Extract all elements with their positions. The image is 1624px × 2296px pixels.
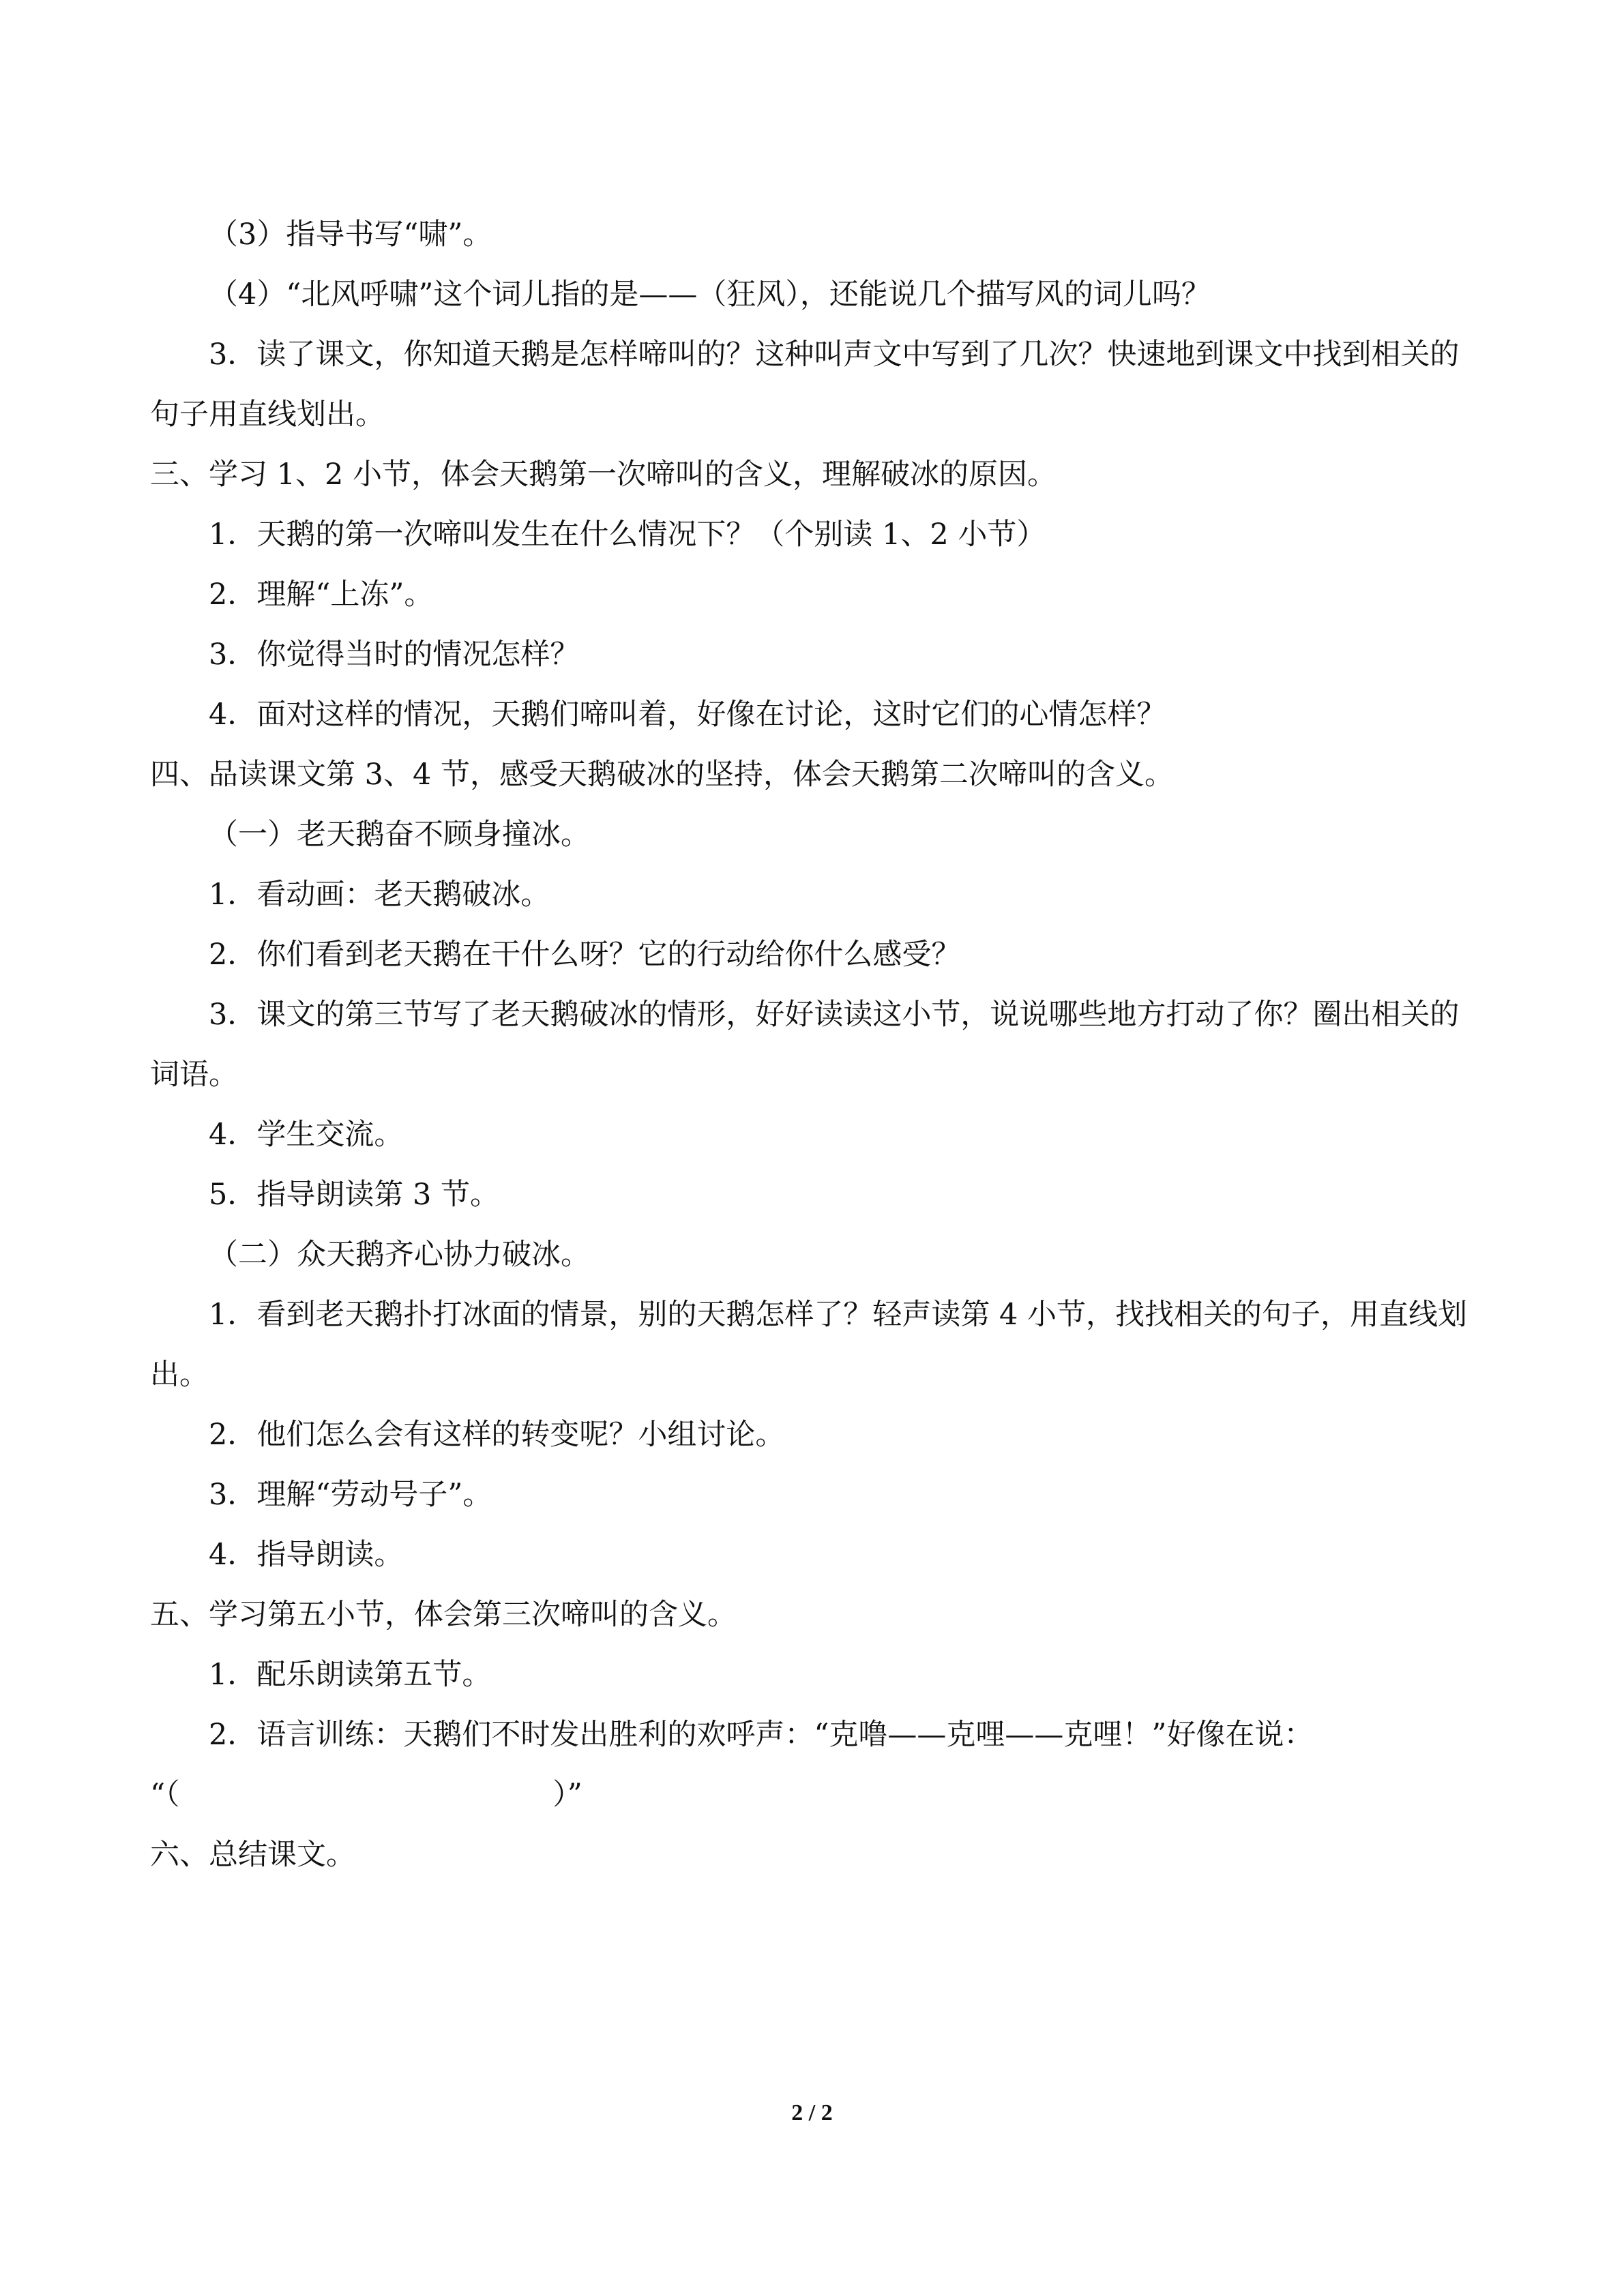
text-line: 3．你觉得当时的情况怎样？ bbox=[209, 638, 580, 672]
text-paragraph: 3．读了课文，你知道天鹅是怎样啼叫的？这种叫声文中写到了几次？快速地到课文中找到相关的句子用直线划出。 bbox=[150, 338, 1460, 432]
section-heading: 四、品读课文第 3、4 节，感受天鹅破冰的坚持，体会天鹅第二次啼叫的含义。 bbox=[150, 758, 1175, 792]
text-line: 5．指导朗读第 3 节。 bbox=[209, 1178, 500, 1212]
text-line: 1．配乐朗读第五节。 bbox=[209, 1658, 492, 1692]
text-line: 1．看动画：老天鹅破冰。 bbox=[209, 878, 550, 912]
text-line: 2．你们看到老天鹅在干什么呀？它的行动给你什么感受？ bbox=[209, 938, 961, 972]
text-line: 3．理解“劳动号子”。 bbox=[209, 1478, 492, 1512]
section-heading: 五、学习第五小节，体会第三次啼叫的含义。 bbox=[150, 1598, 737, 1632]
subsection-heading: （一）老天鹅奋不顾身撞冰。 bbox=[209, 818, 590, 852]
text-line: 2．他们怎么会有这样的转变呢？小组讨论。 bbox=[209, 1418, 785, 1452]
text-line: 1．天鹅的第一次啼叫发生在什么情况下？（个别读 1、2 小节） bbox=[209, 518, 1046, 552]
section-heading: 六、总结课文。 bbox=[150, 1838, 355, 1872]
text-line: 2．理解“上冻”。 bbox=[209, 578, 434, 612]
page-number: 2 / 2 bbox=[791, 2100, 833, 2126]
fill-in-blank: “（ ）” bbox=[150, 1778, 582, 1812]
section-heading: 三、学习 1、2 小节，体会天鹅第一次啼叫的含义，理解破冰的原因。 bbox=[150, 458, 1057, 492]
document-body bbox=[150, 205, 1487, 1885]
subsection-heading: （二）众天鹅齐心协力破冰。 bbox=[209, 1238, 590, 1272]
text-paragraph: 1．看到老天鹅扑打冰面的情景，别的天鹅怎样了？轻声读第 4 小节，找找相关的句子，用直线划出。 bbox=[150, 1298, 1468, 1392]
text-line: 4．指导朗读。 bbox=[209, 1538, 404, 1572]
text-line: （3）指导书写“啸”。 bbox=[209, 218, 492, 252]
text-line: （4）“北风呼啸”这个词儿指的是——（狂风），还能说几个描写风的词儿吗？ bbox=[209, 278, 1211, 312]
text-paragraph: 3．课文的第三节写了老天鹅破冰的情形，好好读读这小节，说说哪些地方打动了你？圈出相关的词语。 bbox=[150, 998, 1460, 1092]
text-line: 4．学生交流。 bbox=[209, 1118, 404, 1152]
text-line: 4．面对这样的情况，天鹅们啼叫着，好像在讨论，这时它们的心情怎样？ bbox=[209, 698, 1166, 732]
text-line: 2．语言训练：天鹅们不时发出胜利的欢呼声：“克噜——克哩——克哩！”好像在说： bbox=[209, 1718, 1314, 1752]
